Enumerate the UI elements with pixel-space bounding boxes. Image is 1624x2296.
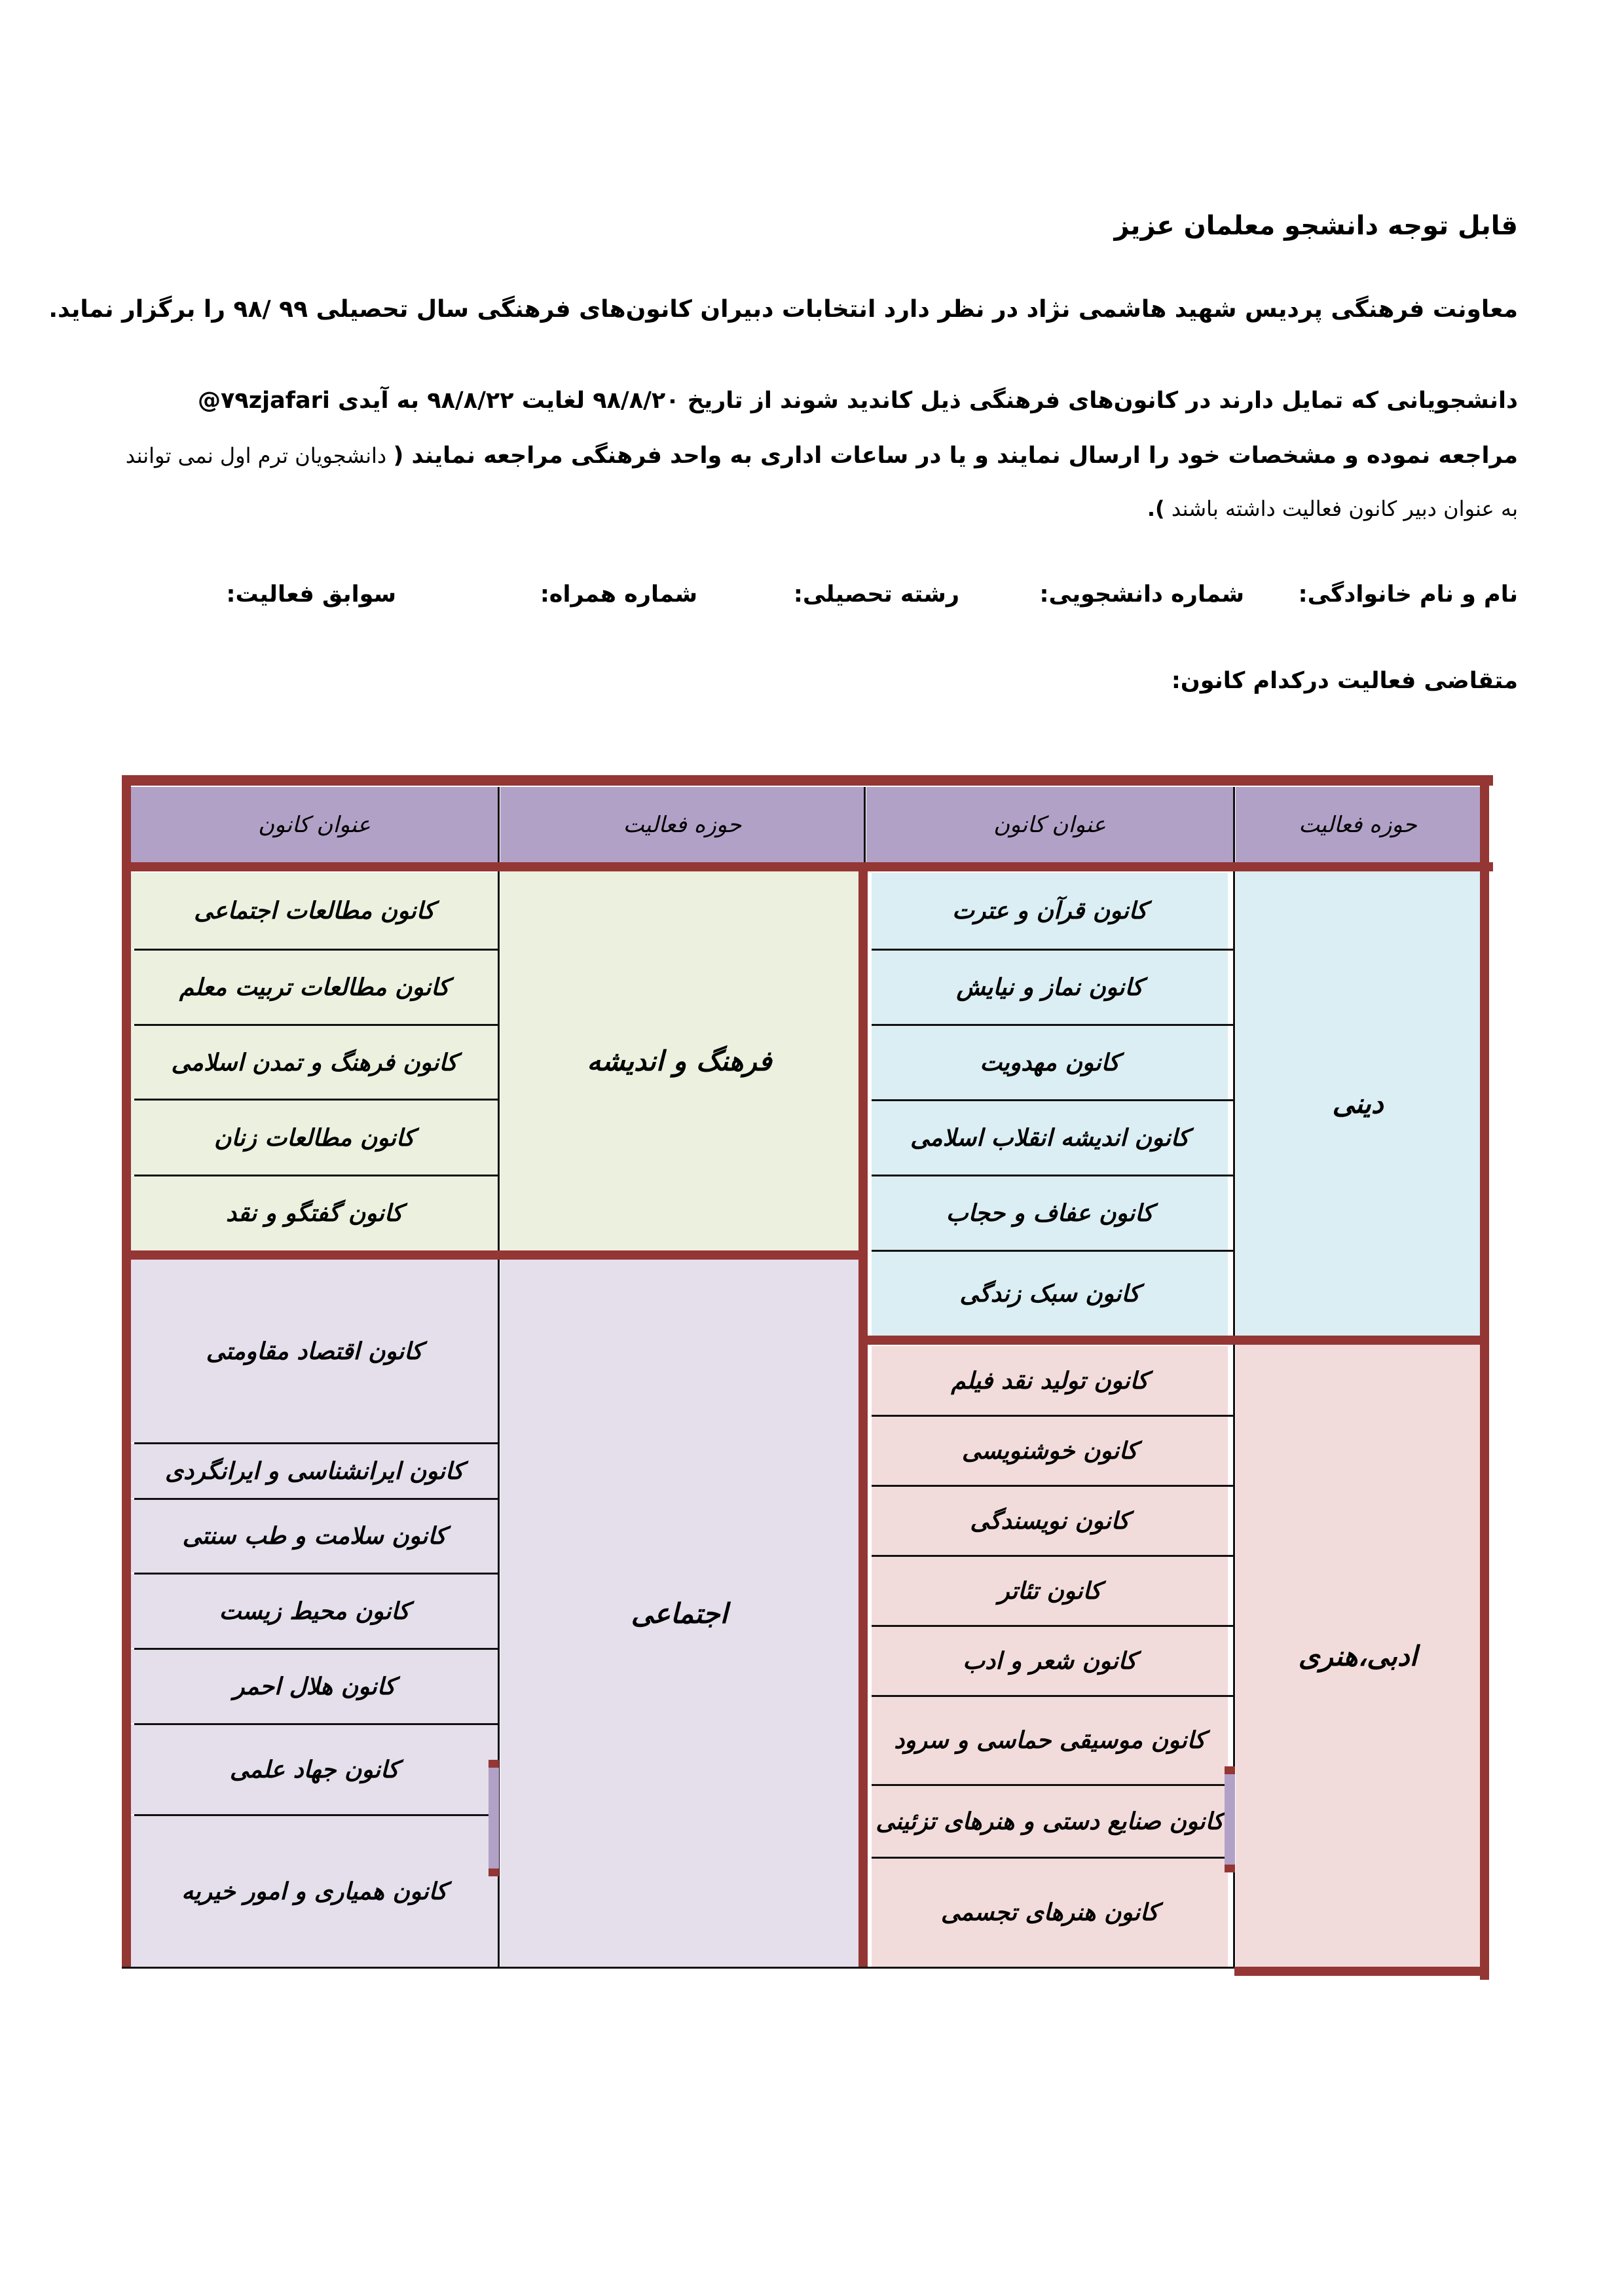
field-label-name: نام و نام خانوادگی: <box>1298 581 1518 608</box>
row-divider <box>134 1442 498 1444</box>
social-club-row <box>131 1444 498 1498</box>
club-name: کانون نماز و نیایش <box>956 973 1143 1001</box>
column-divider <box>1233 871 1235 1336</box>
row-divider <box>134 1175 498 1176</box>
row-divider <box>134 1024 498 1026</box>
header-domain-left <box>500 787 864 862</box>
culture-club-row <box>131 1025 498 1099</box>
social-domain-label: اجتماعی <box>631 1597 728 1630</box>
culture-club-row <box>131 949 498 1025</box>
notice-paragraph-line-2-bold: مراجعه نموده و مشخصات خود را ارسال نمایند و یا در ساعات اداری به واحد فرهنگی مراجعه نمایند ( <box>393 443 1518 469</box>
notice-paragraph-line-3 <box>1147 496 1518 521</box>
club-name: کانون مطالعات تربیت معلم <box>179 973 450 1001</box>
culture-domain-cell <box>500 871 858 1250</box>
club-name: کانون محیط زیست <box>219 1597 410 1625</box>
arts-club-row <box>872 1626 1228 1695</box>
header-divider <box>864 787 866 862</box>
overlap-strip-decoration <box>1225 1766 1235 1872</box>
arts-domain-cell <box>1236 1345 1480 1967</box>
notice-paragraph-line-3-bold: ). <box>1147 496 1165 521</box>
social-club-row <box>131 1649 498 1723</box>
header-club-title-left <box>131 787 498 862</box>
row-divider <box>134 1648 498 1650</box>
notice-paragraph-line-1: دانشجویانی که تمایل دارند در کانون‌های فرهنگی ذیل کاندید شوند از تاریخ ۹۸/۸/۲۰ لغایت ۹۸/۸/۲۲ به آیدی ۷۹zjafari@ <box>198 388 1518 414</box>
arts-club-row <box>872 1858 1228 1967</box>
table-frame-right <box>1480 775 1489 1980</box>
culture-domain-label: فرهنگ و اندیشه <box>587 1045 772 1077</box>
header-club-title-right <box>866 787 1233 862</box>
table-frame-top <box>122 775 1493 786</box>
club-name: کانون همیاری و امور خیریه <box>181 1877 447 1905</box>
notice-paragraph-line-2 <box>126 443 1518 469</box>
club-name: کانون صنایع دستی و هنرهای تزئینی <box>876 1807 1224 1835</box>
header-divider <box>1233 787 1235 862</box>
club-name: کانون اقتصاد مقاومتی <box>206 1337 423 1365</box>
club-name: کانون تولید نقد فیلم <box>951 1366 1149 1394</box>
club-name: کانون فرهنگ و تمدن اسلامی <box>171 1048 458 1076</box>
row-divider <box>872 1175 1233 1176</box>
field-label-student-id: شماره دانشجویی: <box>1039 581 1244 608</box>
notice-paragraph-line-2-light: دانشجویان ترم اول نمی توانند <box>125 443 394 468</box>
table-bottom-line <box>122 1967 1234 1969</box>
club-name: کانون مطالعات اجتماعی <box>194 897 435 924</box>
arts-club-row <box>872 1416 1228 1485</box>
social-club-row <box>131 1724 498 1814</box>
club-name: کانون قرآن و عترت <box>952 897 1147 924</box>
row-divider <box>872 1250 1233 1252</box>
row-divider <box>872 1695 1233 1697</box>
header-domain-right-text: حوزه فعالیت <box>1299 811 1417 838</box>
notice-paragraph-line-3-light: به عنوان دبیر کانون فعالیت داشته باشند <box>1164 496 1518 521</box>
social-domain-cell <box>500 1260 858 1967</box>
field-label-history: سوابق فعالیت: <box>226 581 396 608</box>
religious-domain-cell <box>1236 871 1480 1336</box>
row-divider <box>872 1415 1233 1417</box>
middle-divider <box>858 871 868 1967</box>
column-divider <box>1233 1345 1235 1967</box>
header-domain-right <box>1236 787 1480 862</box>
row-divider <box>134 949 498 951</box>
header-club-title-right-text: عنوان کانون <box>993 811 1106 838</box>
club-name: کانون جهاد علمی <box>229 1755 399 1783</box>
club-name: کانون مطالعات زنان <box>213 1123 415 1152</box>
social-club-row <box>131 1499 498 1573</box>
club-name: کانون ایرانشناسی و ایرانگردی <box>164 1457 464 1485</box>
row-divider <box>134 1498 498 1500</box>
column-divider <box>498 871 500 1250</box>
row-divider <box>134 1814 498 1816</box>
header-bottom-band <box>122 862 1493 871</box>
arts-club-row <box>872 1556 1228 1625</box>
overlap-strip-decoration <box>489 1760 499 1876</box>
table-frame-left <box>122 775 131 1968</box>
religious-club-row <box>872 1176 1228 1250</box>
culture-club-row <box>131 1100 498 1175</box>
club-name: کانون هلال احمر <box>233 1672 396 1700</box>
club-name: کانون نویسندگی <box>970 1506 1130 1535</box>
row-divider <box>134 1573 498 1575</box>
row-divider <box>872 1024 1233 1026</box>
header-club-title-left-text: عنوان کانون <box>258 811 371 838</box>
row-divider <box>872 1784 1233 1786</box>
arts-club-row <box>872 1486 1228 1555</box>
culture-club-row <box>131 1176 498 1250</box>
row-divider <box>134 1099 498 1101</box>
row-divider <box>872 1555 1233 1557</box>
club-name: کانون خوشنویسی <box>961 1436 1138 1465</box>
field-label-major: رشته تحصیلی: <box>793 581 959 608</box>
field-label-phone: شماره همراه: <box>540 581 697 608</box>
column-divider-white <box>1228 1345 1233 1967</box>
religious-club-row <box>872 873 1228 949</box>
row-divider <box>872 949 1233 951</box>
notice-title: قابل توجه دانشجو معلمان عزیز <box>1114 211 1518 241</box>
header-divider <box>498 787 500 862</box>
social-club-row <box>131 1574 498 1648</box>
religious-club-row <box>872 950 1228 1024</box>
row-divider <box>872 1099 1233 1101</box>
social-club-row <box>131 1260 498 1442</box>
row-divider <box>134 1723 498 1725</box>
culture-club-row <box>131 873 498 949</box>
religious-domain-label: دینی <box>1332 1087 1384 1120</box>
row-divider <box>872 1485 1233 1487</box>
club-name: کانون هنرهای تجسمی <box>940 1899 1159 1926</box>
row-divider <box>872 1625 1233 1627</box>
header-domain-left-text: حوزه فعالیت <box>623 811 742 838</box>
row-divider <box>872 1857 1233 1859</box>
religious-club-row <box>872 1251 1228 1336</box>
club-name: کانون گفتگو و نقد <box>226 1199 403 1227</box>
social-club-row <box>131 1815 498 1967</box>
club-name: کانون مهدویت <box>980 1048 1120 1076</box>
arts-club-row <box>872 1696 1228 1784</box>
arts-domain-label: ادبی،هنری <box>1298 1639 1418 1672</box>
club-name: کانون سبک زندگی <box>959 1279 1140 1307</box>
arts-club-row <box>872 1346 1228 1415</box>
column-divider-white <box>1228 871 1233 1336</box>
club-name: کانون عفاف و حجاب <box>946 1199 1154 1227</box>
notice-intro: معاونت فرهنگی پردیس شهید هاشمی نژاد در نظر دارد انتخابات دبیران کانون‌های فرهنگی سال تحصیلی ۹۹ /۹۸ را برگزار نماید. <box>48 296 1518 323</box>
club-name: کانون شعر و ادب <box>963 1647 1137 1675</box>
club-name: کانون سلامت و طب سنتی <box>182 1522 447 1550</box>
field-label-requested-club: متقاضی فعالیت درکدام کانون: <box>1171 668 1518 694</box>
club-name: کانون اندیشه انقلاب اسلامی <box>910 1123 1189 1152</box>
arts-club-row <box>872 1785 1228 1857</box>
right-section-divider <box>868 1336 1480 1345</box>
table-frame-bottom-right <box>1234 1967 1489 1976</box>
club-name: کانون موسیقی حماسی و سرود <box>894 1726 1206 1754</box>
religious-club-row <box>872 1025 1228 1099</box>
club-name: کانون تئاتر <box>998 1576 1101 1605</box>
religious-club-row <box>872 1101 1228 1175</box>
left-section-divider <box>131 1250 858 1260</box>
